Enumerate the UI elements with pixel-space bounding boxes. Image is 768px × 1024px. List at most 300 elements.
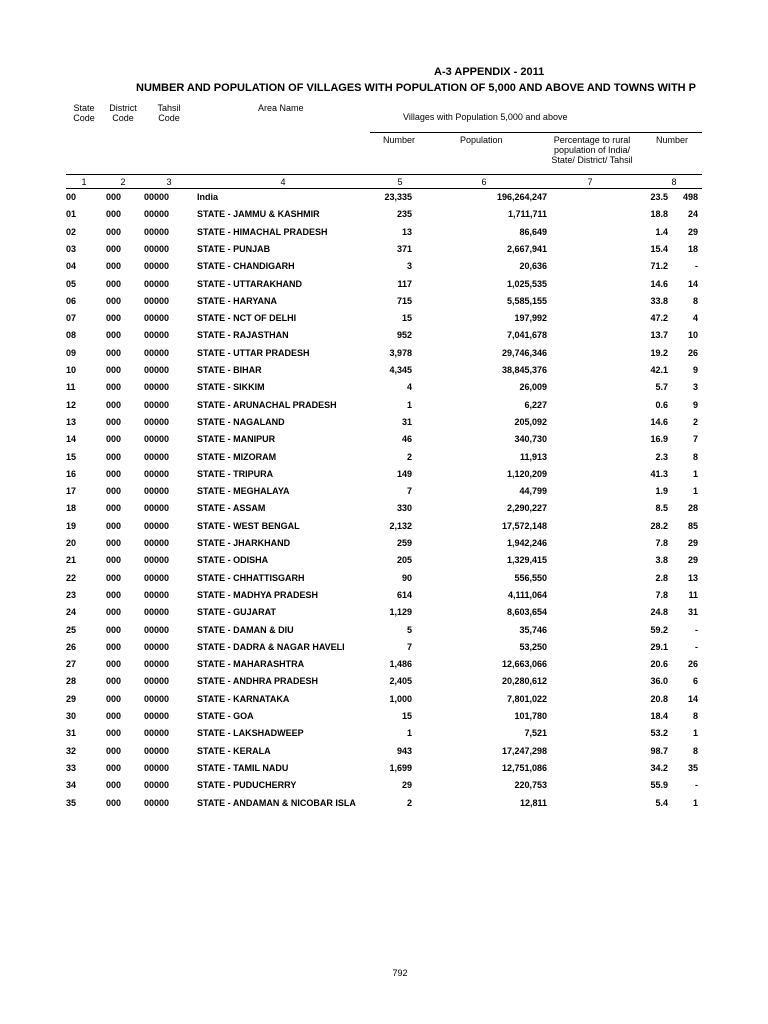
header-percentage-line2: population of India/: [553, 145, 631, 155]
cell-tahsil-code: 00000: [144, 243, 170, 254]
table-row: [0, 780, 768, 797]
cell-village-number: 15: [401, 313, 412, 324]
cell-tahsil-code: 00000: [144, 676, 170, 687]
column-number-2: 2: [120, 177, 126, 187]
cell-tahsil-code: 00000: [144, 520, 170, 531]
cell-tahsil-code: 00000: [144, 589, 170, 600]
cell-village-population: 8,603,654: [506, 607, 547, 618]
cell-village-population: 12,663,066: [501, 659, 547, 670]
cell-village-population: 4,111,064: [507, 589, 547, 600]
cell-tahsil-code: 00000: [144, 780, 170, 791]
cell-town-number: 9: [692, 365, 698, 375]
table-row: [0, 469, 768, 486]
cell-district-code: 000: [106, 503, 122, 514]
cell-town-number: 31: [687, 607, 698, 618]
cell-area-name: STATE - KARNATAKA: [197, 693, 290, 704]
cell-rural-percentage: 5.4: [655, 797, 668, 808]
cell-tahsil-code: 00000: [144, 399, 170, 410]
page-number: 792: [392, 968, 408, 978]
cell-district-code: 000: [106, 728, 122, 739]
cell-district-code: 000: [106, 797, 122, 808]
cell-state-code: 02: [66, 226, 77, 237]
cell-village-population: 12,811: [519, 797, 547, 808]
cell-area-name: STATE - TRIPURA: [197, 468, 274, 479]
cell-tahsil-code: 00000: [144, 434, 170, 445]
cell-area-name: STATE - UTTAR PRADESH: [197, 347, 310, 358]
cell-village-population: 1,329,415: [506, 555, 547, 566]
cell-rural-percentage: 19.2: [650, 347, 668, 358]
cell-tahsil-code: 00000: [144, 538, 170, 548]
cell-rural-percentage: 20.8: [650, 693, 668, 704]
cell-town-number: 2: [692, 416, 698, 427]
cell-district-code: 000: [106, 745, 122, 756]
cell-rural-percentage: 29.1: [650, 641, 668, 652]
cell-village-number: 943: [396, 745, 412, 756]
cell-state-code: 15: [66, 451, 77, 462]
cell-village-number: 330: [396, 503, 412, 514]
cell-district-code: 000: [106, 416, 122, 427]
cell-area-name: STATE - LAKSHADWEEP: [197, 728, 304, 739]
table-row: [0, 798, 768, 815]
table-row: [0, 434, 768, 451]
cell-area-name: STATE - GUJARAT: [197, 607, 276, 618]
cell-town-number: 8: [692, 451, 698, 462]
cell-rural-percentage: 24.8: [650, 607, 668, 618]
header-district-code-line1: District: [109, 103, 137, 113]
cell-area-name: STATE - HIMACHAL PRADESH: [197, 226, 328, 237]
header-area-name: Area Name: [258, 103, 304, 113]
cell-tahsil-code: 00000: [144, 330, 170, 341]
cell-district-code: 000: [106, 347, 122, 358]
cell-state-code: 07: [66, 313, 77, 324]
cell-town-number: 28: [687, 503, 698, 514]
cell-rural-percentage: 34.2: [650, 762, 668, 773]
cell-district-code: 000: [106, 555, 122, 566]
cell-rural-percentage: 20.6: [650, 659, 668, 670]
header-district-code: [104, 103, 142, 123]
cell-town-number: 26: [687, 659, 698, 670]
cell-area-name: STATE - MEGHALAYA: [197, 486, 290, 497]
table-row: [0, 590, 768, 607]
cell-village-population: 1,711,711: [507, 209, 547, 220]
main-title: NUMBER AND POPULATION OF VILLAGES WITH POPULATION OF 5,000 AND ABOVE AND TOWNS WITH P: [136, 82, 696, 94]
cell-area-name: STATE - MIZORAM: [197, 451, 277, 462]
cell-village-number: 235: [396, 209, 412, 220]
cell-town-number: 4: [692, 313, 698, 324]
cell-village-population: 17,247,298: [501, 745, 547, 756]
cell-area-name: STATE - DAMAN & DIU: [197, 624, 294, 635]
cell-town-number: 1: [692, 797, 698, 808]
cell-state-code: 28: [66, 676, 77, 687]
cell-rural-percentage: 7.8: [655, 538, 668, 548]
cell-rural-percentage: 55.9: [650, 780, 668, 791]
cell-district-code: 000: [106, 243, 122, 254]
cell-village-population: 197,992: [514, 313, 547, 324]
cell-state-code: 34: [66, 780, 77, 791]
cell-village-number: 205: [396, 555, 412, 566]
cell-area-name: India: [197, 192, 219, 202]
header-tahsil-code: [151, 103, 187, 123]
cell-district-code: 000: [106, 192, 122, 202]
cell-area-name: STATE - ASSAM: [197, 503, 266, 514]
table-row: [0, 209, 768, 226]
column-number-4: 4: [280, 177, 286, 187]
cell-state-code: 11: [66, 382, 76, 393]
cell-village-number: 1,129: [389, 607, 412, 618]
table-row: [0, 659, 768, 676]
header-state-code: [66, 103, 102, 123]
cell-village-number: 715: [396, 295, 412, 306]
cell-town-number: 1: [692, 728, 698, 739]
cell-village-population: 11,913: [519, 451, 547, 462]
cell-town-number: 14: [687, 693, 698, 704]
cell-town-number: -: [695, 624, 698, 635]
table-row: [0, 452, 768, 469]
cell-village-population: 101,780: [514, 711, 547, 721]
cell-area-name: STATE - DADRA & NAGAR HAVELI: [197, 641, 345, 652]
cell-village-number: 7: [406, 486, 412, 497]
cell-rural-percentage: 59.2: [650, 624, 668, 635]
cell-rural-percentage: 41.3: [650, 468, 668, 479]
cell-village-number: 3,978: [389, 347, 412, 358]
cell-tahsil-code: 00000: [144, 468, 170, 479]
cell-state-code: 26: [66, 641, 77, 652]
cell-district-code: 000: [106, 330, 122, 341]
cell-village-number: 149: [396, 468, 412, 479]
cell-town-number: 14: [687, 278, 698, 289]
table-row: [0, 261, 768, 278]
cell-rural-percentage: 2.8: [655, 572, 668, 583]
cell-village-population: 1,120,209: [506, 468, 547, 479]
cell-rural-percentage: 18.8: [650, 209, 668, 220]
cell-area-name: STATE - CHANDIGARH: [197, 261, 295, 272]
cell-state-code: 18: [66, 503, 77, 514]
column-number-5: 5: [397, 177, 403, 187]
cell-village-population: 20,636: [519, 261, 547, 272]
cell-town-number: 29: [687, 555, 698, 566]
cell-district-code: 000: [106, 278, 122, 289]
column-number-1: 1: [81, 177, 87, 187]
cell-village-number: 2: [406, 451, 412, 462]
cell-village-number: 15: [401, 711, 412, 721]
header-tahsil-code-line2: Code: [158, 113, 180, 123]
cell-district-code: 000: [106, 451, 122, 462]
cell-district-code: 000: [106, 693, 122, 704]
cell-tahsil-code: 00000: [144, 451, 170, 462]
cell-village-population: 26,009: [519, 382, 547, 393]
cell-village-number: 29: [401, 780, 412, 791]
cell-rural-percentage: 7.8: [655, 589, 668, 600]
cell-state-code: 27: [66, 659, 77, 670]
cell-tahsil-code: 00000: [144, 295, 170, 306]
cell-district-code: 000: [106, 399, 122, 410]
header-state-code-line2: Code: [73, 113, 95, 123]
cell-state-code: 00: [66, 192, 77, 202]
cell-town-number: 85: [687, 520, 698, 531]
header-population: Population: [460, 135, 503, 145]
cell-town-number: 29: [687, 226, 698, 237]
cell-tahsil-code: 00000: [144, 261, 170, 272]
cell-village-population: 17,572,148: [501, 520, 547, 531]
cell-town-number: -: [695, 641, 698, 652]
cell-tahsil-code: 00000: [144, 347, 170, 358]
table-row: [0, 417, 768, 434]
cell-town-number: 10: [687, 330, 698, 341]
cell-tahsil-code: 00000: [144, 693, 170, 704]
cell-tahsil-code: 00000: [144, 278, 170, 289]
cell-tahsil-code: 00000: [144, 572, 170, 583]
header-number: Number: [383, 135, 416, 145]
cell-area-name: STATE - MADHYA PRADESH: [197, 589, 319, 600]
cell-district-code: 000: [106, 520, 122, 531]
header-top-rule: [66, 174, 702, 175]
table-row: [0, 279, 768, 296]
cell-rural-percentage: 71.2: [650, 261, 668, 272]
table-row: [0, 486, 768, 503]
table-row: [0, 296, 768, 313]
cell-area-name: STATE - HARYANA: [197, 295, 278, 306]
cell-town-number: 8: [692, 711, 698, 721]
cell-state-code: 20: [66, 538, 77, 548]
cell-tahsil-code: 00000: [144, 641, 170, 652]
cell-village-population: 7,801,022: [506, 693, 547, 704]
cell-state-code: 35: [66, 797, 77, 808]
cell-tahsil-code: 00000: [144, 313, 170, 324]
header-percentage: [540, 135, 644, 165]
cell-tahsil-code: 00000: [144, 607, 170, 618]
cell-area-name: STATE - JHARKHAND: [197, 538, 291, 548]
cell-village-number: 1,486: [389, 659, 412, 670]
cell-state-code: 33: [66, 762, 77, 773]
cell-village-number: 90: [401, 572, 412, 583]
cell-district-code: 000: [106, 313, 122, 324]
cell-state-code: 16: [66, 468, 77, 479]
cell-village-population: 35,746: [519, 624, 547, 635]
cell-state-code: 09: [66, 347, 77, 358]
cell-tahsil-code: 00000: [144, 486, 170, 497]
cell-tahsil-code: 00000: [144, 365, 170, 375]
cell-district-code: 000: [106, 468, 122, 479]
cell-district-code: 000: [106, 261, 122, 272]
cell-town-number: 1: [692, 486, 698, 497]
table-row: [0, 694, 768, 711]
cell-area-name: STATE - PUNJAB: [197, 243, 271, 254]
cell-village-number: 3: [406, 261, 412, 272]
table-row: [0, 382, 768, 399]
cell-village-population: 205,092: [514, 416, 547, 427]
cell-village-number: 1,000: [389, 693, 412, 704]
cell-state-code: 01: [66, 209, 77, 220]
cell-state-code: 23: [66, 589, 77, 600]
cell-tahsil-code: 00000: [144, 745, 170, 756]
cell-village-number: 1,699: [389, 762, 412, 773]
cell-area-name: STATE - SIKKIM: [197, 382, 265, 393]
table-row: [0, 607, 768, 624]
cell-rural-percentage: 53.2: [650, 728, 668, 739]
table-row: [0, 244, 768, 261]
cell-town-number: 498: [682, 192, 698, 202]
table-row: [0, 763, 768, 780]
cell-rural-percentage: 14.6: [650, 278, 668, 289]
cell-village-population: 5,585,155: [506, 295, 547, 306]
cell-town-number: 8: [692, 295, 698, 306]
header-group-rule: [370, 132, 702, 133]
cell-state-code: 31: [66, 728, 77, 739]
cell-rural-percentage: 13.7: [650, 330, 668, 341]
cell-tahsil-code: 00000: [144, 192, 170, 202]
cell-village-number: 1: [406, 399, 412, 410]
table-row: [0, 642, 768, 659]
table-row: [0, 313, 768, 330]
cell-tahsil-code: 00000: [144, 382, 170, 393]
cell-rural-percentage: 16.9: [650, 434, 668, 445]
table-row: [0, 555, 768, 572]
cell-state-code: 06: [66, 295, 77, 306]
cell-rural-percentage: 28.2: [650, 520, 668, 531]
table-row: [0, 330, 768, 347]
cell-rural-percentage: 1.4: [655, 226, 668, 237]
cell-rural-percentage: 1.9: [655, 486, 668, 497]
cell-rural-percentage: 8.5: [655, 503, 668, 514]
cell-state-code: 24: [66, 607, 77, 618]
cell-village-population: 1,942,246: [506, 538, 547, 548]
header-villages-group: Villages with Population 5,000 and above: [403, 112, 568, 122]
cell-area-name: STATE - UTTARAKHAND: [197, 278, 302, 289]
cell-area-name: STATE - ODISHA: [197, 555, 269, 566]
cell-village-population: 53,250: [519, 641, 547, 652]
cell-village-number: 4,345: [389, 365, 412, 375]
cell-village-population: 556,550: [514, 572, 547, 583]
cell-area-name: STATE - MANIPUR: [197, 434, 276, 445]
cell-village-number: 2: [406, 797, 412, 808]
cell-district-code: 000: [106, 486, 122, 497]
cell-village-population: 29,746,346: [501, 347, 547, 358]
header-number-towns: Number: [656, 135, 689, 145]
cell-area-name: STATE - GOA: [197, 711, 254, 721]
cell-village-number: 23,335: [384, 192, 412, 202]
cell-rural-percentage: 36.0: [650, 676, 668, 687]
cell-state-code: 25: [66, 624, 77, 635]
cell-rural-percentage: 14.6: [650, 416, 668, 427]
cell-district-code: 000: [106, 538, 122, 548]
cell-village-population: 12,751,086: [501, 762, 547, 773]
cell-state-code: 04: [66, 261, 77, 272]
cell-district-code: 000: [106, 711, 122, 721]
cell-town-number: 11: [688, 589, 698, 600]
cell-village-number: 614: [396, 589, 412, 600]
header-percentage-line1: Percentage to rural: [553, 135, 631, 145]
cell-tahsil-code: 00000: [144, 728, 170, 739]
cell-rural-percentage: 3.8: [655, 555, 668, 566]
cell-rural-percentage: 0.6: [655, 399, 668, 410]
cell-state-code: 12: [66, 399, 77, 410]
cell-state-code: 19: [66, 520, 77, 531]
cell-town-number: 8: [692, 745, 698, 756]
cell-town-number: 35: [687, 762, 698, 773]
cell-village-population: 1,025,535: [506, 278, 547, 289]
cell-tahsil-code: 00000: [144, 416, 170, 427]
cell-area-name: STATE - NAGALAND: [197, 416, 285, 427]
cell-district-code: 000: [106, 589, 122, 600]
table-row: [0, 227, 768, 244]
table-row: [0, 348, 768, 365]
cell-state-code: 05: [66, 278, 77, 289]
cell-town-number: 18: [687, 243, 698, 254]
cell-village-number: 952: [396, 330, 412, 341]
cell-rural-percentage: 47.2: [650, 313, 668, 324]
cell-town-number: -: [695, 780, 698, 791]
cell-state-code: 30: [66, 711, 77, 721]
cell-village-number: 2,132: [389, 520, 412, 531]
cell-district-code: 000: [106, 607, 122, 618]
cell-tahsil-code: 00000: [144, 503, 170, 514]
cell-village-population: 340,730: [514, 434, 547, 445]
cell-tahsil-code: 00000: [144, 659, 170, 670]
cell-village-number: 13: [401, 226, 412, 237]
appendix-title: A-3 APPENDIX - 2011: [434, 66, 545, 78]
cell-district-code: 000: [106, 676, 122, 687]
table-row: [0, 711, 768, 728]
cell-area-name: STATE - PUDUCHERRY: [197, 780, 297, 791]
cell-state-code: 17: [66, 486, 77, 497]
table-row: [0, 521, 768, 538]
cell-area-name: STATE - WEST BENGAL: [197, 520, 300, 531]
cell-tahsil-code: 00000: [144, 711, 170, 721]
cell-rural-percentage: 33.8: [650, 295, 668, 306]
cell-village-population: 2,667,941: [506, 243, 547, 254]
column-number-6: 6: [481, 177, 487, 187]
column-number-3: 3: [166, 177, 172, 187]
cell-village-number: 117: [397, 278, 412, 289]
cell-town-number: 26: [687, 347, 698, 358]
cell-area-name: STATE - MAHARASHTRA: [197, 659, 305, 670]
header-district-code-line2: Code: [112, 113, 134, 123]
cell-district-code: 000: [106, 434, 122, 445]
cell-area-name: STATE - CHHATTISGARH: [197, 572, 305, 583]
table-row: [0, 192, 768, 209]
cell-rural-percentage: 98.7: [650, 745, 668, 756]
cell-rural-percentage: 2.3: [655, 451, 668, 462]
cell-state-code: 14: [66, 434, 77, 445]
column-number-8: 8: [671, 177, 677, 187]
cell-village-population: 2,290,227: [506, 503, 547, 514]
cell-village-population: 86,649: [519, 226, 547, 237]
table-row: [0, 573, 768, 590]
cell-village-population: 7,041,678: [506, 330, 547, 341]
cell-area-name: STATE - TAMIL NADU: [197, 762, 289, 773]
cell-village-number: 5: [406, 624, 412, 635]
cell-village-number: 2,405: [389, 676, 412, 687]
table-row: [0, 400, 768, 417]
cell-town-number: 29: [687, 538, 698, 548]
cell-village-population: 44,799: [519, 486, 547, 497]
cell-district-code: 000: [106, 226, 122, 237]
cell-district-code: 000: [106, 209, 122, 220]
cell-area-name: STATE - JAMMU & KASHMIR: [197, 209, 320, 220]
cell-tahsil-code: 00000: [144, 209, 170, 220]
table-row: [0, 676, 768, 693]
cell-area-name: STATE - BIHAR: [197, 365, 262, 375]
cell-town-number: 1: [692, 468, 698, 479]
header-tahsil-code-line1: Tahsil: [157, 103, 181, 113]
cell-tahsil-code: 00000: [144, 762, 170, 773]
cell-state-code: 13: [66, 416, 77, 427]
cell-area-name: STATE - ANDHRA PRADESH: [197, 676, 318, 687]
cell-district-code: 000: [106, 295, 122, 306]
cell-rural-percentage: 18.4: [650, 711, 668, 721]
cell-town-number: 13: [687, 572, 698, 583]
cell-town-number: 7: [692, 434, 698, 445]
